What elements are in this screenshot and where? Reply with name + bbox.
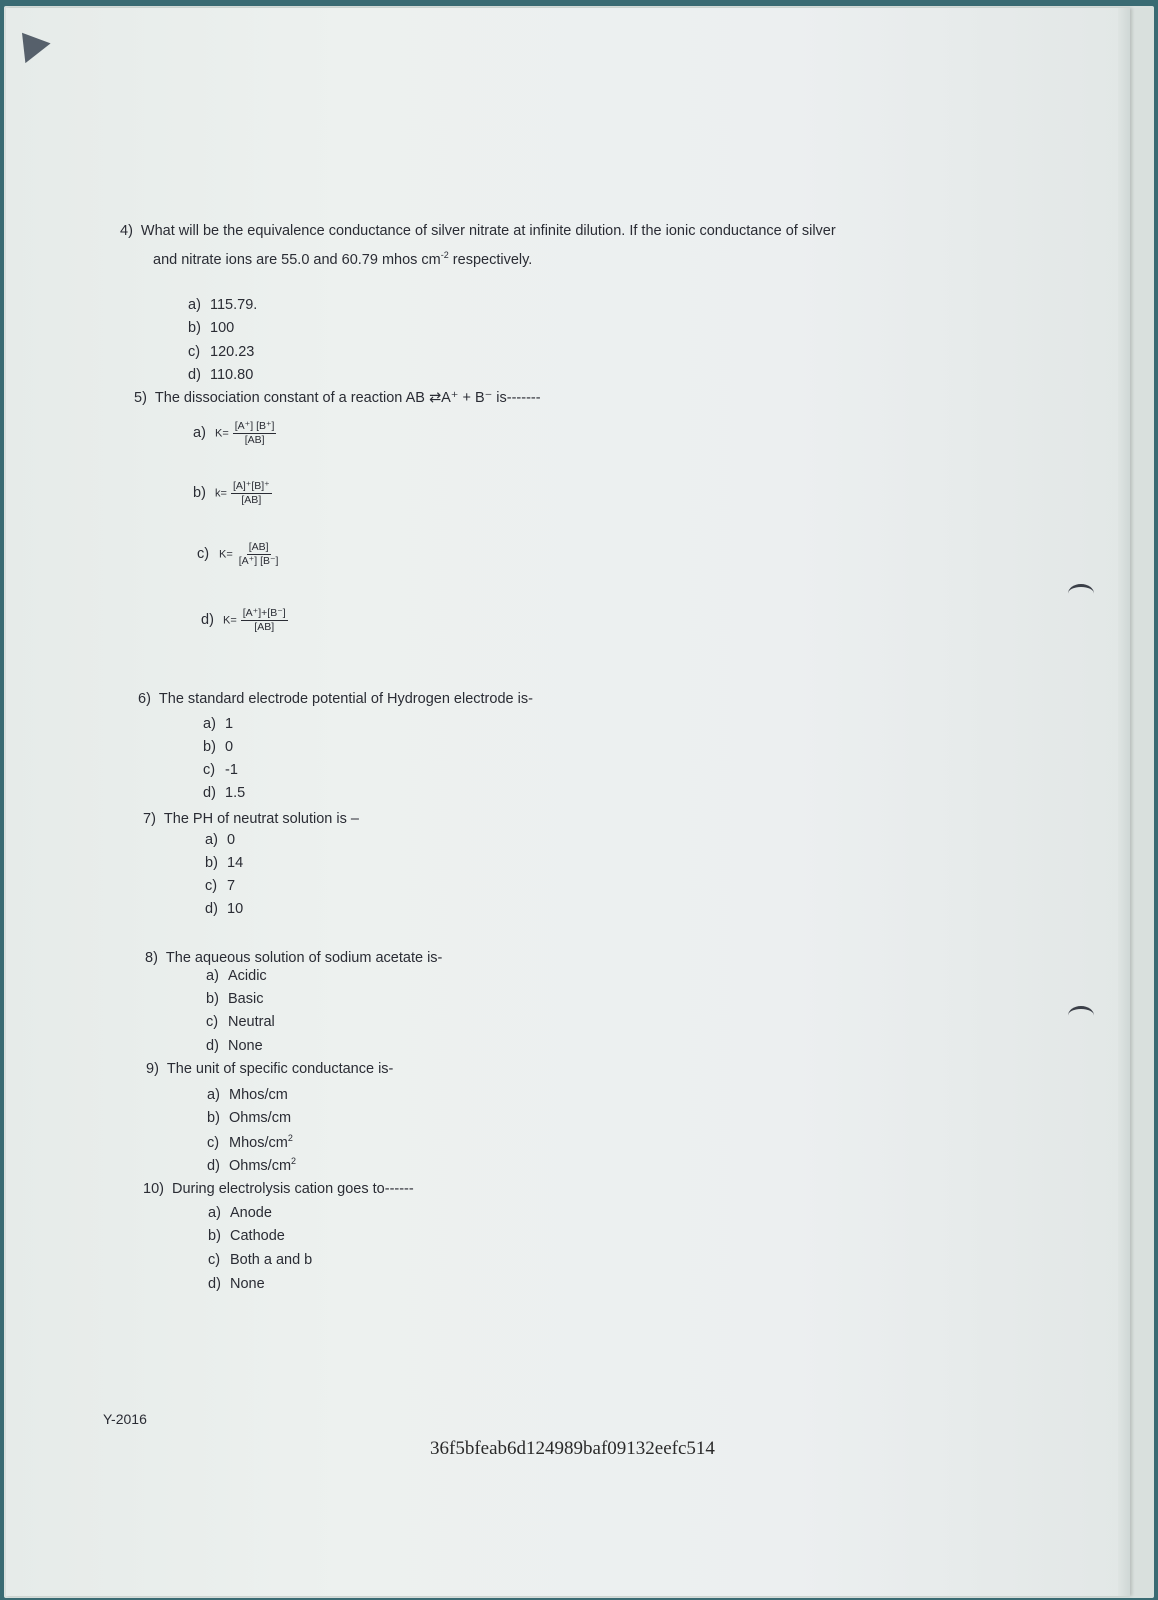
option-10c: c) Both a and b [208, 1252, 313, 1268]
footer-year: Y-2016 [103, 1411, 147, 1427]
question-number: 10) [143, 1181, 164, 1197]
option-8d: d) None [206, 1038, 263, 1054]
question-number: 7) [143, 811, 156, 827]
question-4 [120, 222, 836, 269]
question-text: During electrolysis cation goes to------ [171, 1181, 414, 1197]
option-7b: b) 14 [205, 855, 244, 871]
question-6 [138, 690, 533, 708]
option-9c: c) Mhos/$cm^2$ [207, 1133, 293, 1151]
staple-icon [9, 23, 50, 63]
unit-exponent: -2 [440, 250, 449, 260]
question-5 [134, 389, 541, 407]
option-8a: a) Acidic [206, 968, 267, 984]
option-4d: d) 110.80 [188, 367, 254, 383]
option-10d: d) None [208, 1276, 265, 1292]
option-5d: d) K= $\frac{[A^+]+[B^-]}{[AB]}$ [201, 607, 286, 633]
question-8 [145, 949, 442, 967]
footer-code: 36f5bfeab6d124989baf09132eefc514 [430, 1438, 715, 1459]
option-8c: c) Neutral [206, 1014, 275, 1030]
option-10a: a) Anode [208, 1205, 272, 1221]
question-text: The standard electrode potential of Hydrogen electrode is- [158, 691, 533, 707]
question-text-cont: and nitrate ions are 55.0 and 60.79 mhos cm [153, 251, 441, 268]
question-number: 8) [145, 950, 158, 966]
option-4a: a) 115.79. [188, 297, 258, 313]
option-7c: c) 7 [205, 878, 236, 894]
question-number: 9) [146, 1061, 159, 1077]
question-number: 6) [138, 691, 151, 707]
question-text-end: respectively. [448, 251, 533, 268]
question-9 [146, 1060, 393, 1078]
option-4b: b) 100 [188, 320, 235, 336]
option-7a: a) 0 [205, 832, 236, 848]
option-5c: c) K= $\frac{[AB]}{[A^+] [B^-]}$ [197, 541, 279, 567]
option-6b: b) 0 [203, 739, 234, 755]
question-10 [143, 1180, 414, 1198]
page-edge [1118, 8, 1130, 1596]
option-5b: b) k= $\frac{[A]^+[B]^+}{[AB]}$ [193, 480, 270, 506]
option-6a: a) 1 [203, 716, 234, 732]
question-text: The PH of neutrat solution is – [163, 811, 359, 827]
punch-hole-icon [1068, 1006, 1094, 1025]
option-4c: c) 120.23 [188, 344, 255, 360]
question-number: 4) [120, 223, 133, 239]
option-5a: a) K= $\frac{[A^+] [B^+]}{[AB]}$ [193, 420, 275, 446]
question-text: The unit of specific conductance is- [166, 1061, 394, 1077]
option-10b: b) Cathode [208, 1228, 285, 1244]
option-9b: b) Ohms/cm [207, 1110, 292, 1126]
option-9a: a) Mhos/cm [207, 1087, 288, 1103]
question-number: 5) [134, 390, 147, 406]
question-text: What will be the equivalence conductance of silver nitrate at infinite dilution. If the ionic conductance of silver [140, 223, 836, 239]
option-8b: b) Basic [206, 991, 264, 1007]
option-7d: d) 10 [205, 901, 244, 917]
question-text: The aqueous solution of sodium acetate is- [165, 950, 443, 966]
option-9d: d) Ohms/$cm^2$ [207, 1156, 297, 1174]
option-6c: c) -1 [203, 762, 238, 778]
question-text: The dissociation constant of a reaction AB ⇄A⁺ + B⁻ is------- [154, 390, 541, 406]
question-7 [143, 810, 359, 828]
option-6d: d) 1.5 [203, 785, 246, 801]
punch-hole-icon [1068, 584, 1094, 603]
